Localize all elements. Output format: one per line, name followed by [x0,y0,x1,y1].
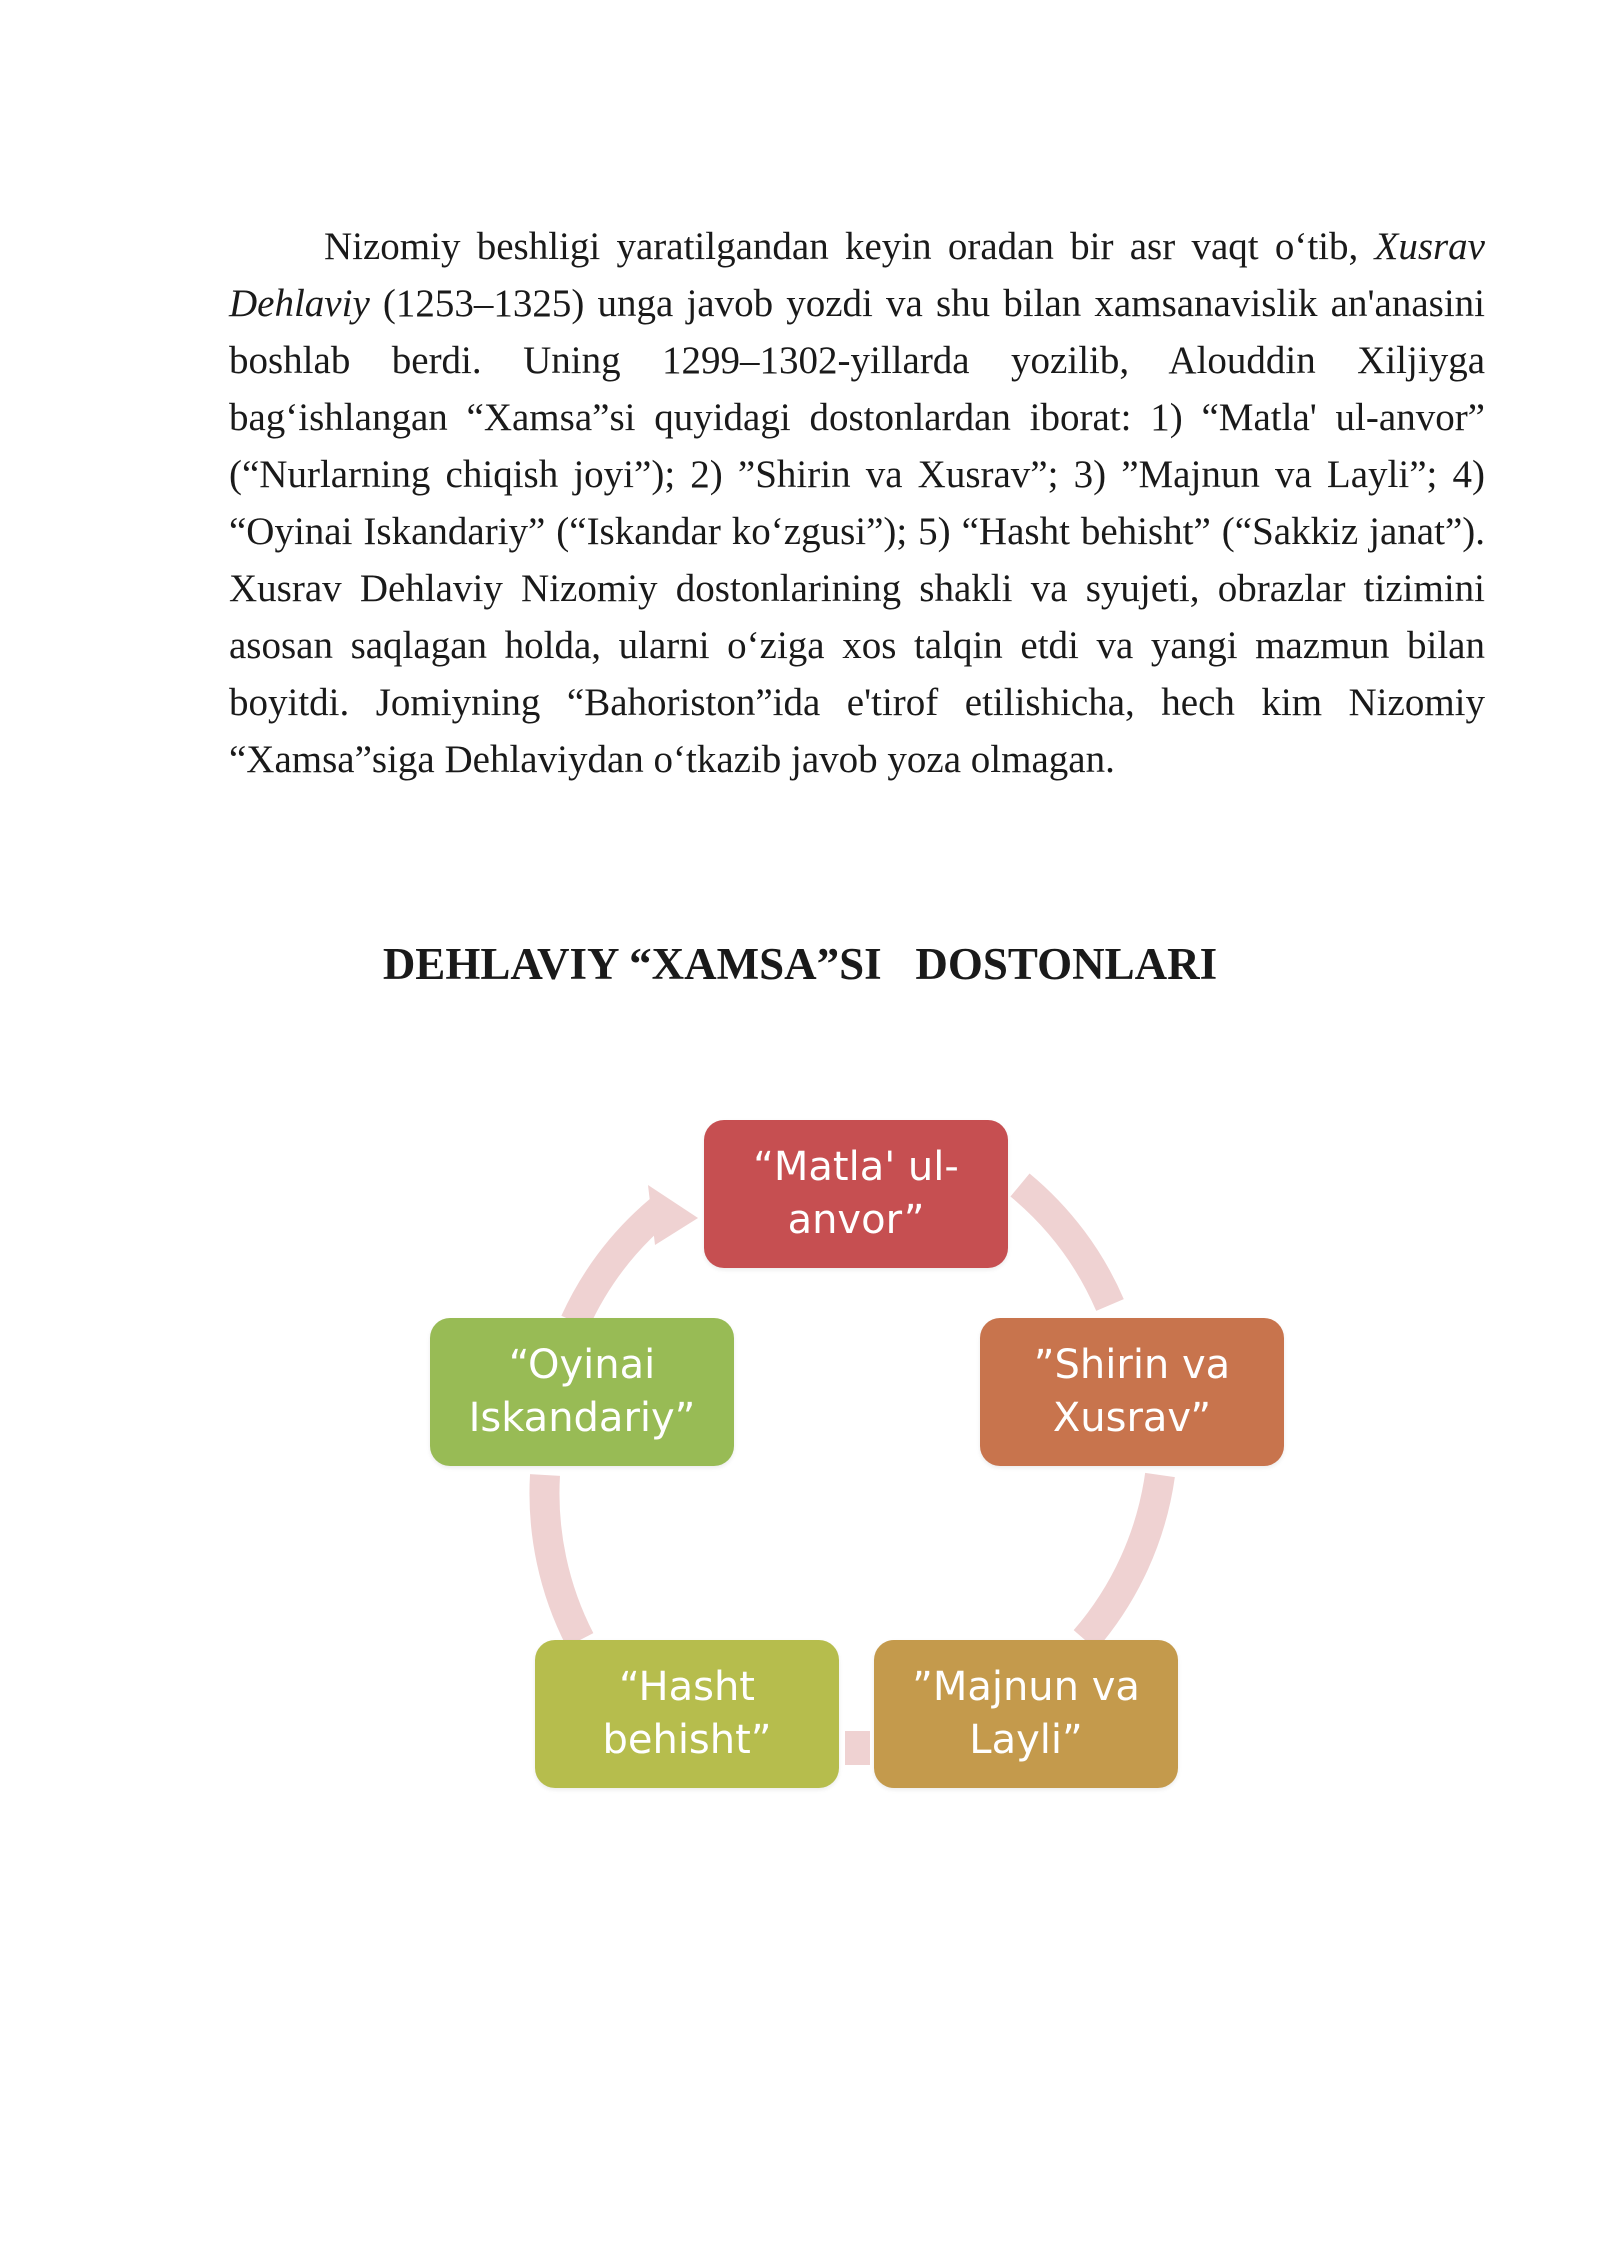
node-shirin-line2: Xusrav” [1052,1395,1212,1441]
arc-arrow-shirin-to-majnun [1085,1475,1160,1640]
node-majnun-va-layli [874,1640,1178,1788]
node-matla-ul-anvor [704,1120,1008,1268]
arrow-head-to-matla [648,1185,698,1245]
node-matla-line2: anvor” [787,1197,925,1243]
arc-arrow-oyinai-to-matla [575,1210,660,1322]
paragraph-text-start: Nizomiy beshligi yaratilgandan keyin oradan bir asr vaqt o‘tib, [324,225,1375,268]
diagram-heading: DEHLAVIY “XAMSA”SI DOSTONLARI [382,939,1218,989]
node-majnun-line1: ”Majnun va [912,1664,1140,1710]
node-oyinai-iskandariy [430,1318,734,1466]
node-shirin-va-xusrav [980,1318,1284,1466]
arc-arrow-hasht-to-oyinai [544,1475,580,1640]
node-shirin-line1: ”Shirin va [1033,1342,1231,1388]
node-matla-line1: “Matla' ul- [753,1144,959,1190]
node-hasht-line2: behisht” [602,1717,772,1763]
node-hasht-line1: “Hasht [619,1664,755,1710]
node-majnun-line2: Layli” [969,1717,1083,1763]
author-name: Xusrav Dehlaviy [229,225,1485,325]
body-paragraph [229,218,1485,788]
arc-arrow-matla-to-shirin [1020,1185,1110,1305]
node-oyinai-line2: Iskandariy” [468,1395,696,1441]
paragraph-text-rest: (1253–1325) unga javob yozdi va shu bilan xamsanavislik an'anasini boshlab berdi. Uning 1299–1302-yillarda yozilib, Alouddin Xiljiyga bag‘ishlangan “Xamsa”si quyidagi dostonlardan iborat: 1) “Matla' ul-anvor” (“Nurlarning chiqish joyi”); 2) ”Shirin va Xusrav”; 3) ”Majnun va Layli”; 4) “Oyinai Iskandariy” (“Iskandar ko‘zgusi”); 5) “Hasht behisht” (“Sakkiz janat”). Xusrav Dehlaviy Nizomiy dostonlarining shakli va syujeti, obrazlar tizimini asosan saqlagan holda, ularni o‘ziga xos talqin etdi va yangi mazmun bilan boyitdi. Jomiyning “Bahoriston”ida e'tirof etilishicha, hech kim Nizomiy “Xamsa”siga Dehlaviydan o‘tkazib javob yoza olmagan. [229,282,1485,781]
node-oyinai-line1: “Oyinai [508,1342,656,1388]
node-hasht-behisht [535,1640,839,1788]
